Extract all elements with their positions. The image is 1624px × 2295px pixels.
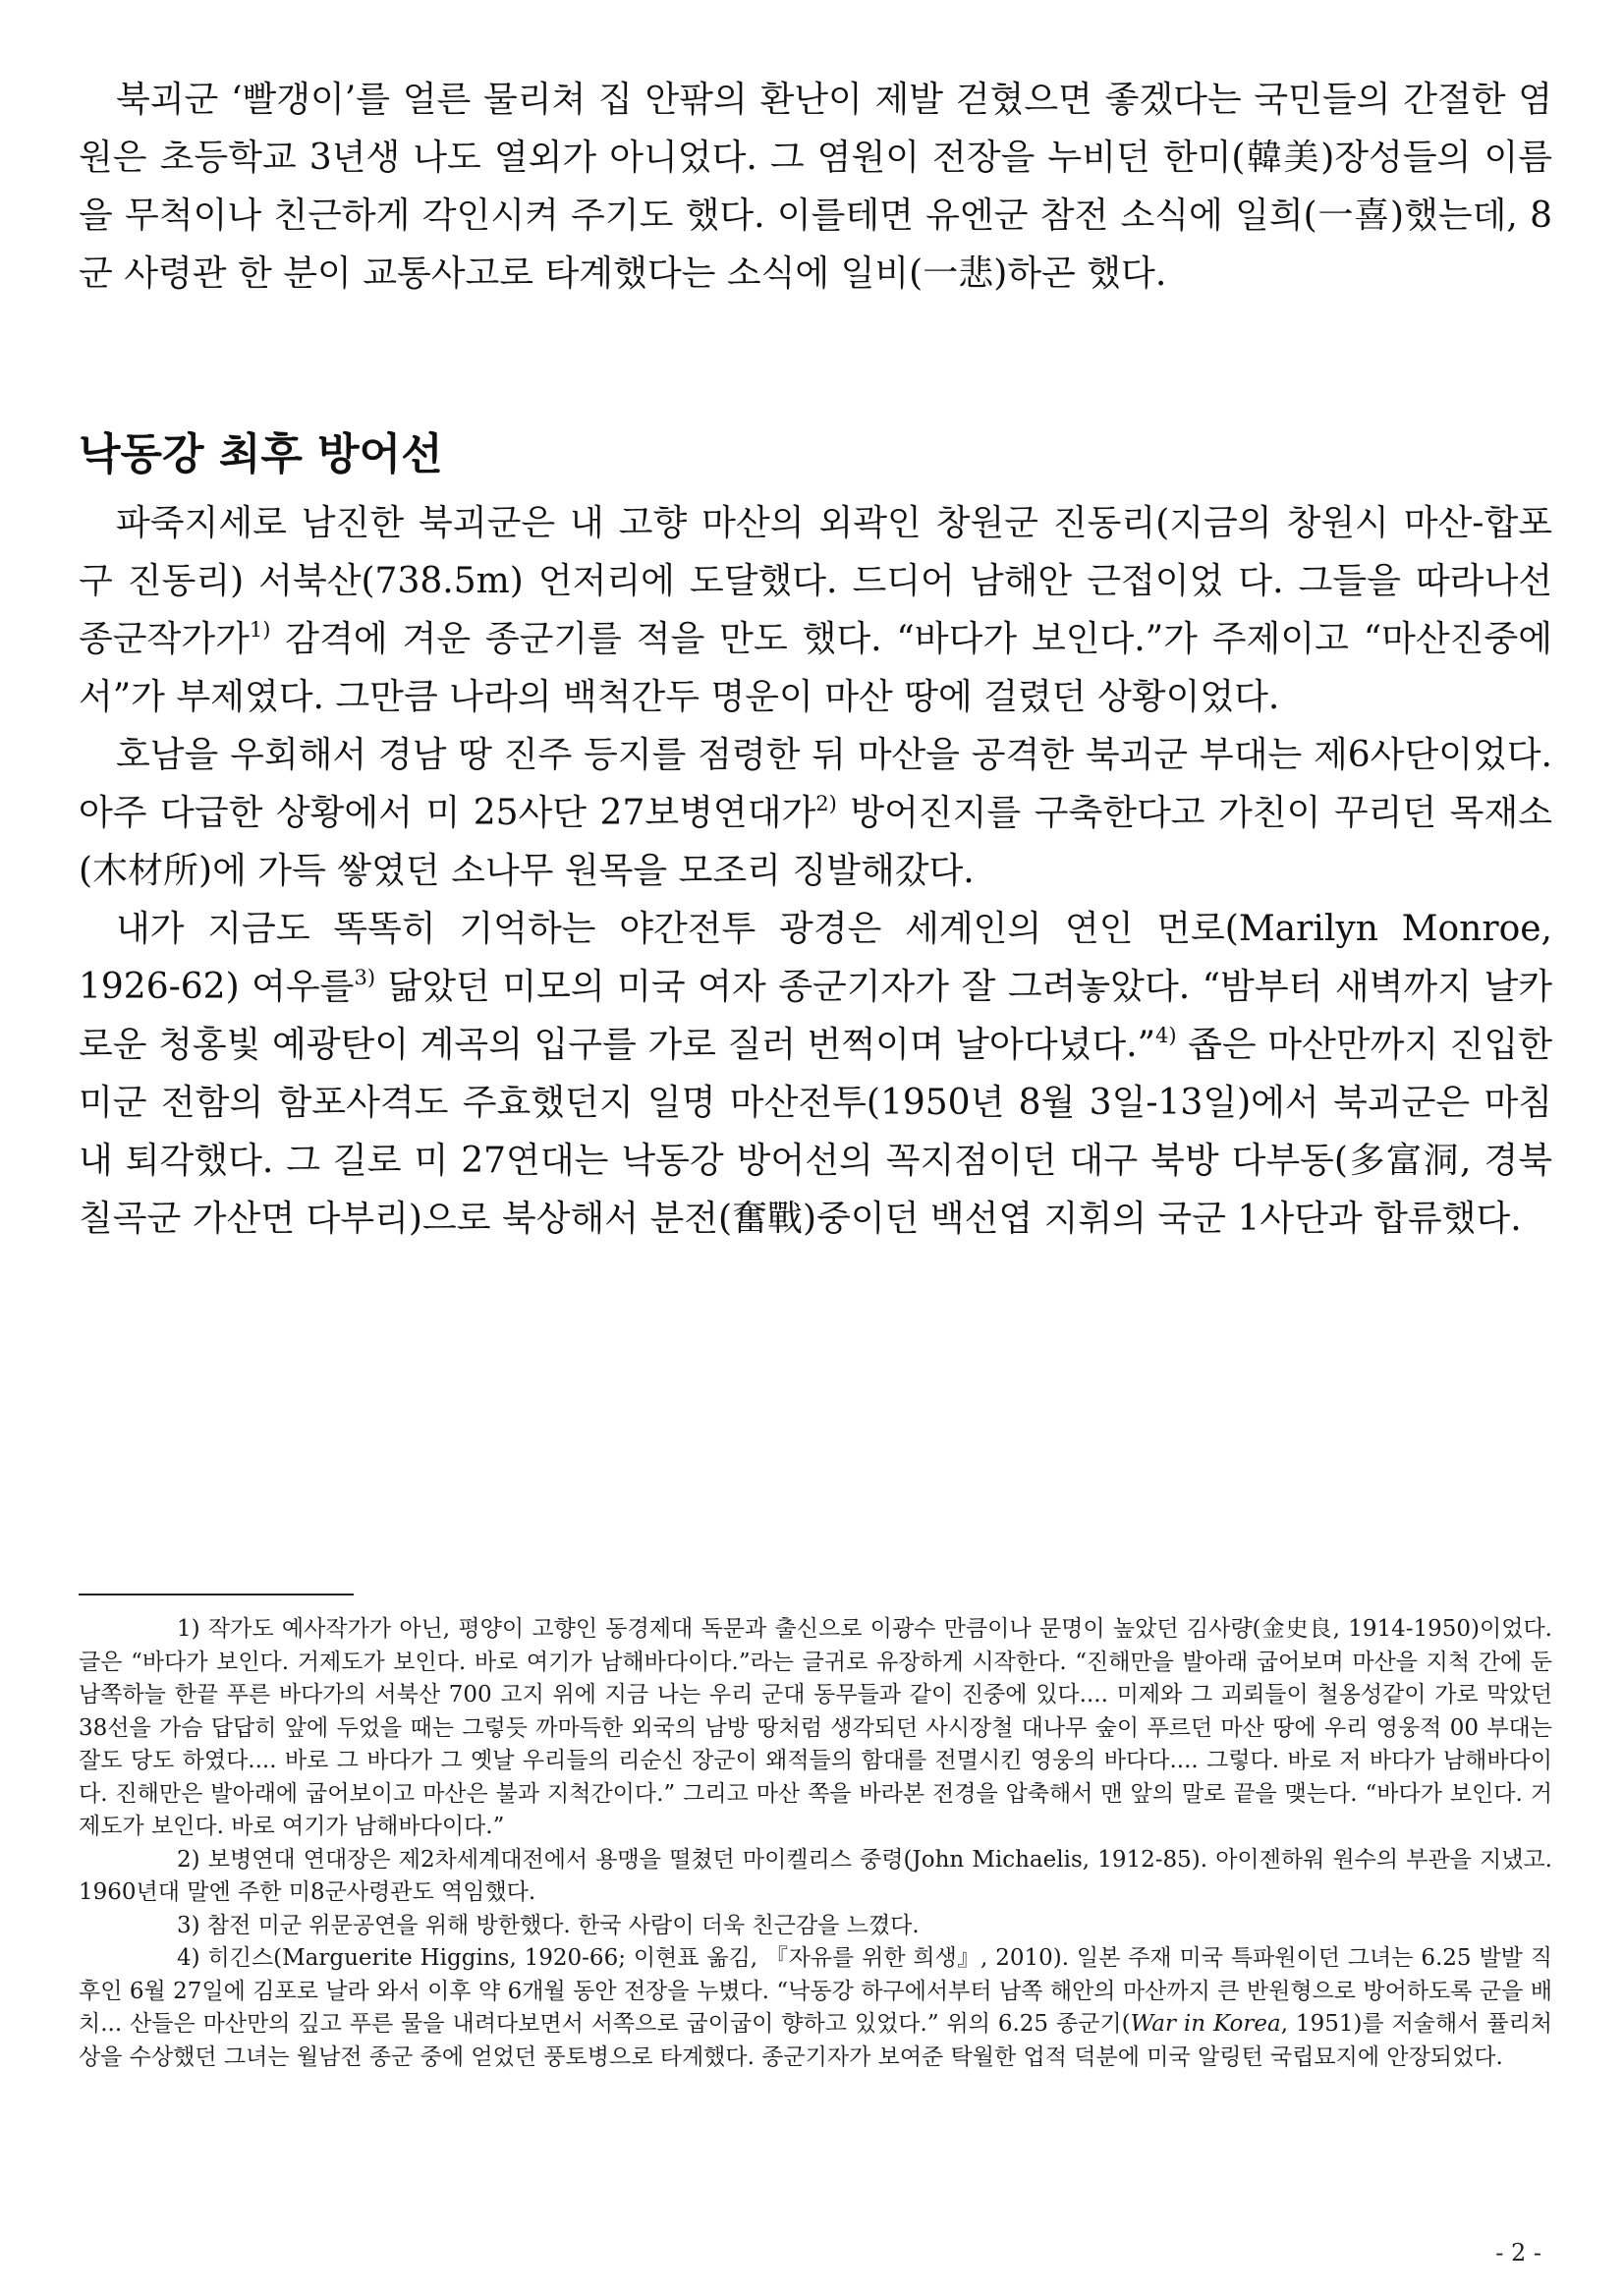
section-body [79,494,1552,1248]
paragraph-2-part-a: 호남을 우회해서 경남 땅 진주 등지를 점령한 뒤 마산을 공격한 북괴군 부대는 제6사단이었다. 아주 다급한 상황에서 미 25사단 27보병연대가 [79,735,1552,833]
footnote-4-book-title: War in Korea [1130,2011,1281,2037]
footnote-3: 3) 참전 미군 위문공연을 위해 방한했다. 한국 사람이 더욱 친근감을 느꼈다. [177,1912,920,1938]
footnotes [79,1613,1552,2074]
intro-text [79,71,1552,303]
footnote-ref-4: 4) [1155,1024,1177,1047]
paragraph-3 [79,900,1552,1248]
paragraph-2-part-b: 방어진지를 구축한다고 가친이 꾸리던 목재소(木材所)에 가득 쌓였던 소나무 원목을 모조리 징발해갔다. [79,793,1552,891]
paragraph-3-part-b: 닮았던 미모의 미국 여자 종군기자가 잘 그려놓았다. “밤부터 새벽까지 날카로운 청홍빛 예광탄이 계곡의 입구를 가로 질러 번쩍이며 날아다녔다.” [79,967,1553,1065]
footnote-1: 1) 작가도 예사작가가 아닌, 평양이 고향인 동경제대 독문과 출신으로 이광수 만큼이나 문명이 높았던 김사량(金史良, 1914-1950)이었다. 글은 “바다가 보인다. 거제도가 보인다. 바로 여기가 남해바다이다.”라는 글귀로 유장하게 시작한다. “진해만을 발아래 굽어보며 마산을 지척 간에 둔 남쪽하늘 한끝 푸른 바다가의 서북산 700 고지 위에 지금 나는 우리 군대 동무들과 같이 진중에 있다.... 미제와 그 괴뢰들이 철옹성같이 가로 막았던 38선을 가슴 답답히 앞에 두었을 때는 그렇듯 까마득한 외국의 남방 땅처럼 생각되던 사시장철 대나무 숲이 푸르던 마산 땅에 우리 영웅적 00 부대는 잘도 당도 하였다.... 바로 그 바다가 그 옛날 우리들의 리순신 장군이 왜적들의 함대를 전멸시킨 영웅의 바다다.... 그렇다. 바로 저 바다가 남해바다이다. 진해만은 발아래에 굽어보이고 마산은 불과 지척간이다.” 그리고 마산 쪽을 바라본 전경을 압축해서 맨 앞의 말로 끝을 맺는다. “바다가 보인다. 거제도가 보인다. 바로 여기가 남해바다이다.” [79,1616,1552,1839]
footnote-ref-2: 2) [815,792,837,815]
paragraph-1 [79,494,1552,726]
paragraph-3-part-a: 내가 지금도 똑똑히 기억하는 야간전투 광경은 세계인의 연인 먼로(Marilyn Monroe, 1926-62) 여우를 [79,909,1552,1007]
footnote-ref-3: 3) [354,966,376,989]
footnote-ref-1: 1) [249,618,271,642]
paragraph-1-part-a: 파죽지세로 남진한 북괴군은 내 고향 마산의 외곽인 창원군 진동리(지금의 창원시 마산-합포구 진동리) 서북산(738.5m) 언저리에 도달했다. 드디어 남해안 근접이었 다. 그들을 따라나선 종군작가가 [79,503,1552,659]
footnote-4 [79,1942,1552,2074]
paragraph-2 [79,726,1552,900]
page-number: - 2 - [1495,2239,1541,2267]
footnote-4-part-a: 4) 히긴스(Marguerite Higgins, 1920-66; 이현표 옮김, 『자유를 위한 희생』, 2010). 일본 주재 미국 특파원이던 그녀는 6.25 발발 직후인 6월 27일에 김포로 날라 와서 이후 약 6개월 동안 전장을 누볐다. “낙동강 하구에서부터 남쪽 해안의 마산까지 큰 반원형으로 방어하도록 군을 배치... 산들은 마산만의 깊고 푸른 물을 내려다보면서 서쪽으로 굽이굽이 향하고 있었다.” 위의 6.25 종군기( [79,1945,1552,2037]
section-heading: 낙동강 최후 방어선 [79,429,443,479]
intro-paragraph: 북괴군 ‘빨갱이’를 얼른 물리쳐 집 안팎의 환난이 제발 걷혔으면 좋겠다는 국민들의 간절한 염원은 초등학교 3년생 나도 열외가 아니었다. 그 염원이 전장을 누비던 한미(韓美)장성들의 이름을 무척이나 친근하게 각인시켜 주기도 했다. 이를테면 유엔군 참전 소식에 일희(一喜)했는데, 8군 사령관 한 분이 교통사고로 타계했다는 소식에 일비(一悲)하곤 했다. [79,80,1552,294]
paragraph-1-part-b: 감격에 겨운 종군기를 적을 만도 했다. “바다가 보인다.”가 주제이고 “마산진중에서”가 부제였다. 그만큼 나라의 백척간두 명운이 마산 땅에 걸렸던 상황이었다. [79,619,1552,717]
footnote-2: 2) 보병연대 연대장은 제2차세계대전에서 용맹을 떨쳤던 마이켈리스 중령(John Michaelis, 1912-85). 아이젠하워 원수의 부관을 지냈고. 1960년대 말엔 주한 미8군사령관도 역임했다. [79,1846,1552,1905]
footnote-divider [79,1594,354,1595]
paragraph-3-part-c: 좁은 마산만까지 진입한 미군 전함의 함포사격도 주효했던지 일명 마산전투(1950년 8월 3일-13일)에서 북괴군은 마침내 퇴각했다. 그 길로 미 27연대는 낙동강 방어선의 꼭지점이던 대구 북방 다부동(多富洞, 경북 칠곡군 가산면 다부리)으로 북상해서 분전(奮戰)중이던 백선엽 지휘의 국군 1사단과 합류했다. [79,1025,1553,1239]
footnote-4-part-b: , 1951)를 저술해서 퓰리처상을 수상했던 그녀는 월남전 종군 중에 얻었던 풍토병으로 타계했다. 종군기자가 보여준 탁월한 업적 덕분에 미국 알링턴 국립묘지에 안장되었다. [79,2011,1553,2070]
